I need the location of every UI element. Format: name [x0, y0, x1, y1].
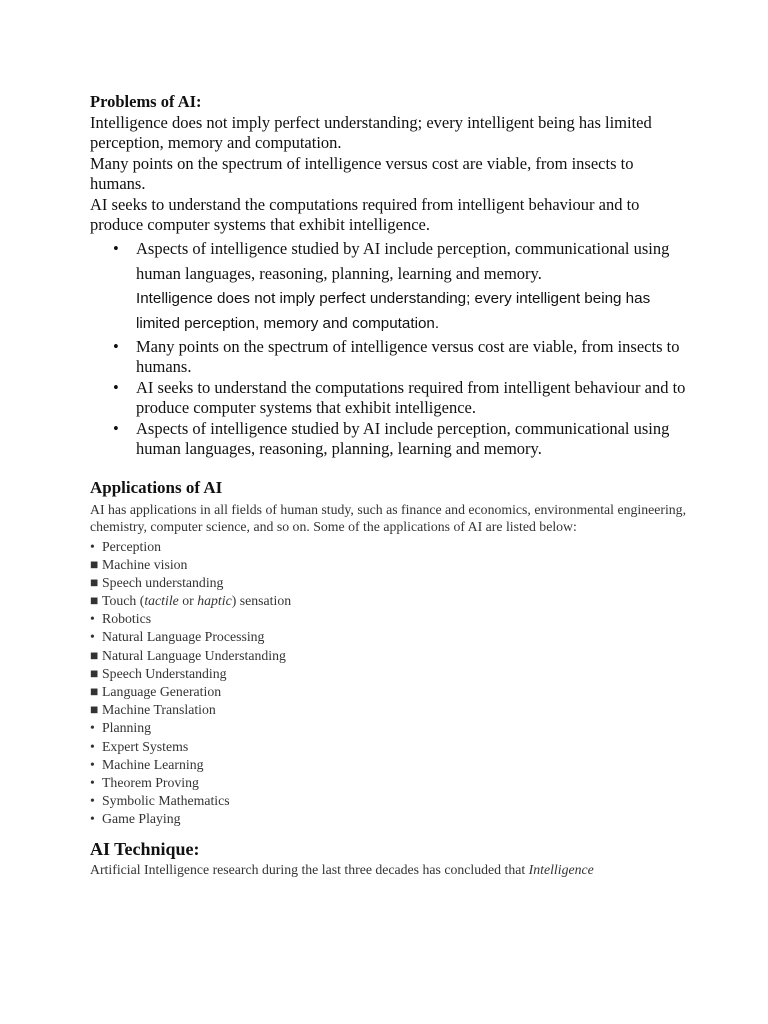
list-item-text: Many points on the spectrum of intelligence versus cost are viable, from insects to humans.	[136, 336, 680, 376]
list-item	[90, 719, 690, 737]
list-item	[90, 628, 690, 646]
list-item	[90, 792, 690, 810]
bullet-icon: •	[113, 238, 119, 258]
bullet-icon: •	[90, 793, 95, 809]
square-bullet-icon: ■	[90, 593, 99, 609]
list-item	[90, 574, 690, 592]
list-item	[90, 538, 690, 556]
bullet-icon: •	[90, 629, 95, 645]
bullet-icon: •	[90, 538, 95, 554]
square-bullet-icon: ■	[90, 574, 99, 590]
list-item-text: Machine Learning	[102, 756, 204, 772]
italic-term: Intelligence	[528, 861, 594, 877]
bullet-icon: •	[90, 756, 95, 772]
list-item	[90, 701, 690, 719]
problems-paragraph-3: AI seeks to understand the computations required from intelligent behaviour and to produce computer systems that exhibit intelligence.	[90, 194, 640, 234]
bullet-icon: •	[113, 418, 119, 438]
list-item	[90, 378, 690, 419]
list-item-text: Expert Systems	[102, 738, 189, 754]
problems-paragraph-2: Many points on the spectrum of intelligence versus cost are viable, from insects to humans.	[90, 153, 634, 193]
document-page	[90, 92, 690, 879]
list-item-text: Aspects of intelligence studied by AI include perception, communicational using human languages, reasoning, planning, learning and memory.	[136, 418, 670, 458]
list-item	[90, 556, 690, 574]
list-item	[90, 738, 690, 756]
list-item-text: Intelligence does not imply perfect understanding; every intelligent being has limited perception, memory and computation.	[136, 289, 651, 332]
applications-heading: Applications of AI	[90, 477, 223, 497]
applications-section	[90, 477, 690, 829]
bullet-icon: •	[90, 774, 95, 790]
list-item-continuation	[90, 286, 690, 337]
list-item-text: Speech Understanding	[102, 665, 227, 681]
list-item-text: Theorem Proving	[102, 774, 199, 790]
list-item	[90, 810, 690, 828]
list-item-text: Game Playing	[102, 811, 181, 827]
problems-heading: Problems of AI:	[90, 92, 202, 111]
list-item-text: Perception	[102, 538, 162, 554]
list-item	[90, 610, 690, 628]
italic-term: tactile	[144, 593, 179, 609]
square-bullet-icon: ■	[90, 702, 99, 718]
bullet-icon: •	[90, 738, 95, 754]
problems-section	[90, 92, 690, 460]
list-item	[90, 774, 690, 792]
technique-section	[90, 837, 690, 879]
list-item-text: Planning	[102, 720, 152, 736]
list-item-text: Machine vision	[102, 556, 188, 572]
bullet-icon: •	[90, 611, 95, 627]
list-item-text: Language Generation	[102, 684, 222, 699]
technique-heading: AI Technique:	[90, 838, 200, 859]
problems-bullet-list-a	[90, 236, 690, 337]
list-item	[90, 665, 690, 683]
list-item-text: Speech understanding	[102, 574, 224, 590]
list-item	[90, 592, 690, 610]
bullet-icon: •	[113, 377, 119, 397]
list-item-text: Aspects of intelligence studied by AI include perception, communicational using human languages, reasoning, planning, learning and memory.	[136, 238, 670, 283]
list-item-text: or	[178, 593, 198, 609]
list-item	[90, 683, 690, 701]
problems-bullet-list-b	[90, 337, 690, 460]
technique-text: Artificial Intelligence research during the last three decades has concluded that	[90, 861, 529, 877]
problems-paragraph-1: Intelligence does not imply perfect understanding; every intelligent being has limited perception, memory and computation.	[90, 112, 652, 152]
applications-list	[90, 538, 690, 829]
list-item-text: Robotics	[102, 611, 152, 627]
list-item	[90, 419, 690, 460]
bullet-icon: •	[90, 811, 95, 827]
list-item-text: AI seeks to understand the computations required from intelligent behaviour and to produce computer systems that exhibit intelligence.	[136, 377, 686, 417]
square-bullet-icon: ■	[90, 647, 99, 663]
list-item-text: Natural Language Understanding	[102, 647, 286, 663]
list-item-text: ) sensation	[231, 593, 292, 609]
square-bullet-icon: ■	[90, 665, 99, 681]
list-item-text: Natural Language Processing	[102, 629, 265, 645]
list-item-text: Machine Translation	[102, 702, 216, 718]
bullet-icon: •	[113, 336, 119, 356]
list-item	[90, 756, 690, 774]
square-bullet-icon: ■	[90, 556, 99, 572]
technique-paragraph	[90, 861, 690, 879]
list-item-text: Symbolic Mathematics	[102, 793, 230, 809]
square-bullet-icon: ■	[90, 684, 99, 699]
applications-intro: AI has applications in all fields of human study, such as finance and economics, environmental engineering, chemistry, computer science, and so on. Some of the applications of AI are listed below:	[90, 501, 687, 534]
italic-term: haptic	[197, 593, 232, 609]
list-item	[90, 337, 690, 378]
list-item	[90, 647, 690, 665]
bullet-icon: •	[90, 720, 95, 736]
list-item-text: Touch (	[102, 593, 145, 609]
list-item	[90, 236, 690, 286]
